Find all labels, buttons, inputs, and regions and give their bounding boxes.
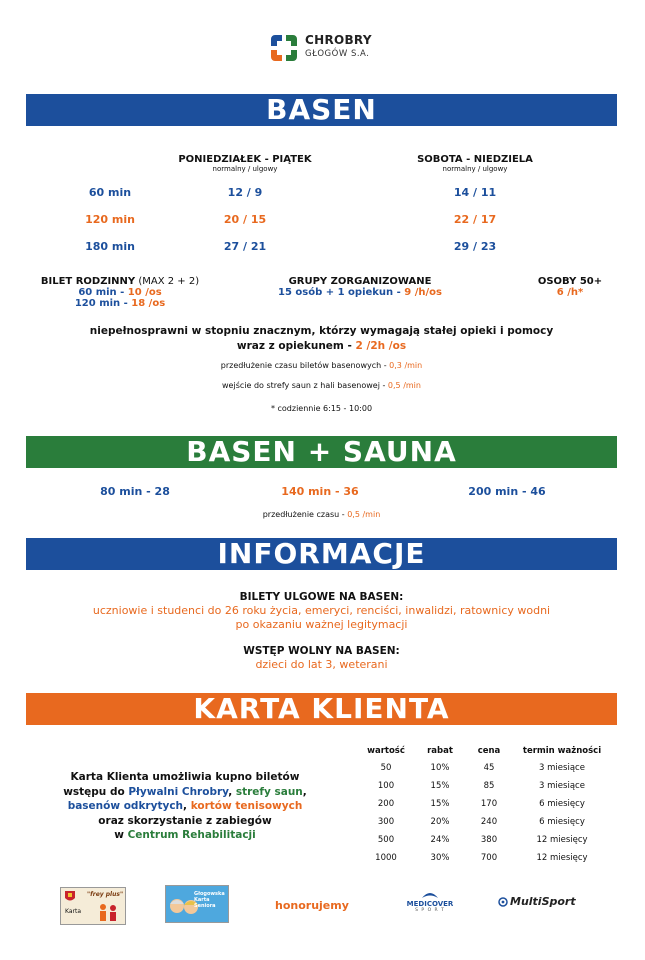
duration: 60 min (88, 186, 132, 199)
cell: 10% (430, 763, 450, 773)
karta-desc-2e: , (302, 785, 307, 798)
table-row (358, 849, 612, 867)
col-wartosc: wartość (367, 746, 405, 756)
basen-band (26, 94, 617, 126)
cell: 3 miesiące (539, 781, 585, 791)
cell: 380 (480, 835, 498, 845)
medicover-logo (400, 888, 460, 913)
table-row (358, 831, 612, 849)
cell: 24% (430, 835, 450, 845)
cell: 200 (377, 799, 395, 809)
family-label: BILET RODZINNY (40, 276, 136, 287)
multisport-name: MultiSport (510, 895, 576, 908)
extension-price: 0,3 /min (389, 361, 423, 370)
cell: 300 (377, 817, 395, 827)
table-row (358, 813, 612, 831)
karta-desc-2b: Pływalni Chrobry (128, 785, 229, 798)
seniors-label: OSOBY 50+ (537, 276, 603, 287)
basen-sauna-title: BASEN + SAUNA (186, 435, 457, 468)
sauna-extension-price: 0,5 /min (347, 510, 381, 519)
footnote: * codziennie 6:15 - 10:00 (270, 404, 373, 413)
weekend-price: 22 / 17 (453, 213, 497, 226)
karta-title: KARTA KLIENTA (193, 692, 450, 725)
groups-label: GRUPY ZORGANIZOWANE (288, 276, 432, 287)
table-row (358, 795, 612, 813)
weekday-price: 12 / 9 (227, 186, 263, 199)
karta-band (26, 693, 617, 725)
cell: 85 (483, 781, 495, 791)
family-note: (MAX 2 + 2) (135, 276, 200, 287)
card1-text: Karta (65, 908, 82, 915)
extension-label: przedłużenie czasu biletów basenowych - (220, 361, 390, 370)
cell: 15% (430, 799, 450, 809)
cell: 170 (480, 799, 498, 809)
reduced-line2: po okazaniu ważnej legitymacji (235, 618, 408, 631)
weekday-header-label: PONIEDZIAŁEK - PIĄTEK (178, 154, 312, 165)
weekend-price: 29 / 23 (453, 240, 497, 253)
basen-title: BASEN (266, 93, 377, 126)
free-entry (26, 644, 617, 672)
sauna-entry-info (26, 381, 617, 390)
weekend-header-sub: normalny / ulgowy (442, 165, 508, 173)
multisport-icon (498, 897, 508, 907)
cell: 500 (377, 835, 395, 845)
karta-desc-3c: kortów tenisowych (190, 800, 303, 812)
disabled-line1: niepełnosprawni w stopniu znacznym, którzy wymagają stałej opieki i pomocy (89, 325, 554, 337)
informacje-band (26, 538, 617, 570)
cell: 6 miesięcy (539, 817, 585, 827)
disabled-price: 2 /2h /os (355, 340, 407, 352)
cell: 50 (380, 763, 392, 773)
groups-price: 9 /h/os (404, 287, 442, 298)
karta-desc-line4: oraz skorzystanie z zabiegów (98, 814, 272, 827)
karta-description (40, 770, 330, 843)
family-120-label: 120 min - (74, 298, 132, 309)
cell: 1000 (375, 853, 397, 863)
groups (260, 276, 460, 298)
duration: 180 min (85, 240, 135, 253)
karta-desc-3b: , (183, 800, 191, 812)
col-cena: cena (477, 746, 501, 756)
card1-badge: "frey plus" (87, 891, 124, 898)
karta-seniora-card (165, 885, 229, 923)
weekend-price: 14 / 11 (453, 186, 497, 199)
logo-name: CHROBRY (305, 33, 372, 47)
logo-subtitle: GŁOGÓW S.A. (305, 49, 370, 59)
karta-desc-3a: basenów odkrytych (67, 800, 184, 812)
seniors (520, 276, 620, 298)
cell: 15% (430, 781, 450, 791)
sauna-option-200: 200 min - 46 (468, 485, 546, 498)
sauna-entry-label: wejście do strefy saun z hali basenowej - (222, 381, 388, 390)
weekday-header-sub: normalny / ulgowy (212, 165, 278, 173)
sauna-option-80: 80 min - 28 (100, 485, 170, 498)
groups-line: 15 osób + 1 opiekun - (278, 287, 405, 298)
weekday-price: 27 / 21 (223, 240, 267, 253)
family-ticket (20, 276, 220, 309)
cell: 240 (480, 817, 498, 827)
medicover-bird-icon (420, 888, 440, 900)
col-rabat: rabat (427, 746, 453, 756)
cell: 12 miesięcy (536, 853, 588, 863)
karta-desc-5b: Centrum Rehabilitacji (127, 829, 256, 841)
family-60-label: 60 min - (78, 287, 128, 298)
duration: 120 min (85, 213, 135, 226)
family-60-price: 10 /os (127, 287, 162, 298)
cell: 100 (377, 781, 395, 791)
karta-desc-2d: strefy saun (235, 785, 303, 798)
cell: 3 miesiące (539, 763, 585, 773)
medicover-sub: S P O R T (415, 908, 445, 913)
cell: 12 miesięcy (536, 835, 588, 845)
seniors-price: 6 /h* (556, 287, 584, 298)
reduced-line1: uczniowie i studenci do 26 roku życia, emeryci, renciści, inwalidzi, ratownicy wodni (92, 604, 551, 617)
karta-desc-line1: Karta Klienta umożliwia kupno biletów (70, 771, 300, 783)
weekday-header (170, 154, 320, 173)
cell: 30% (430, 853, 450, 863)
coat-of-arms-icon (65, 891, 75, 903)
basen-sauna-band (26, 436, 617, 468)
disabled-line2: wraz z opiekunem - (236, 340, 356, 352)
free-header: WSTĘP WOLNY NA BASEN: (243, 645, 400, 657)
col-termin: termin ważności (522, 746, 602, 756)
sauna-extension-label: przedłużenie czasu - (262, 510, 348, 519)
family-120-price: 18 /os (131, 298, 166, 309)
cell: 700 (480, 853, 498, 863)
karta-desc-2a: wstępu do (63, 785, 129, 798)
karta-duzej-rodziny-card (60, 887, 126, 925)
sauna-extension (26, 510, 617, 519)
sauna-entry-price: 0,5 /min (387, 381, 421, 390)
weekend-header-label: SOBOTA - NIEDZIELA (417, 154, 533, 165)
chrobry-logo-icon (268, 32, 300, 64)
karta-desc-5a: w (114, 829, 128, 841)
card2-text: Głogowska Karta Seniora (194, 891, 225, 909)
disabled-info (26, 324, 617, 354)
free-line: dzieci do lat 3, weterani (255, 658, 388, 671)
informacje-title: INFORMACJE (217, 537, 426, 570)
cell: 20% (430, 817, 450, 827)
extension-info (26, 361, 617, 370)
cell: 45 (483, 763, 495, 773)
reduced-header: BILETY ULGOWE NA BASEN: (239, 591, 404, 603)
weekend-header (400, 154, 550, 173)
sauna-option-140: 140 min - 36 (281, 485, 359, 498)
honorujemy-label: honorujemy (275, 899, 349, 912)
reduced-tickets (26, 590, 617, 632)
weekday-price: 20 / 15 (223, 213, 267, 226)
logo (268, 30, 388, 66)
table-row (358, 777, 612, 795)
medicover-name: MEDICOVER (406, 900, 454, 908)
table-row (358, 759, 612, 777)
cell: 6 miesięcy (539, 799, 585, 809)
karta-table-header (358, 743, 612, 759)
karta-desc-2c: , (228, 785, 236, 798)
karta-table (358, 743, 612, 867)
family-figures-icon (97, 903, 121, 921)
